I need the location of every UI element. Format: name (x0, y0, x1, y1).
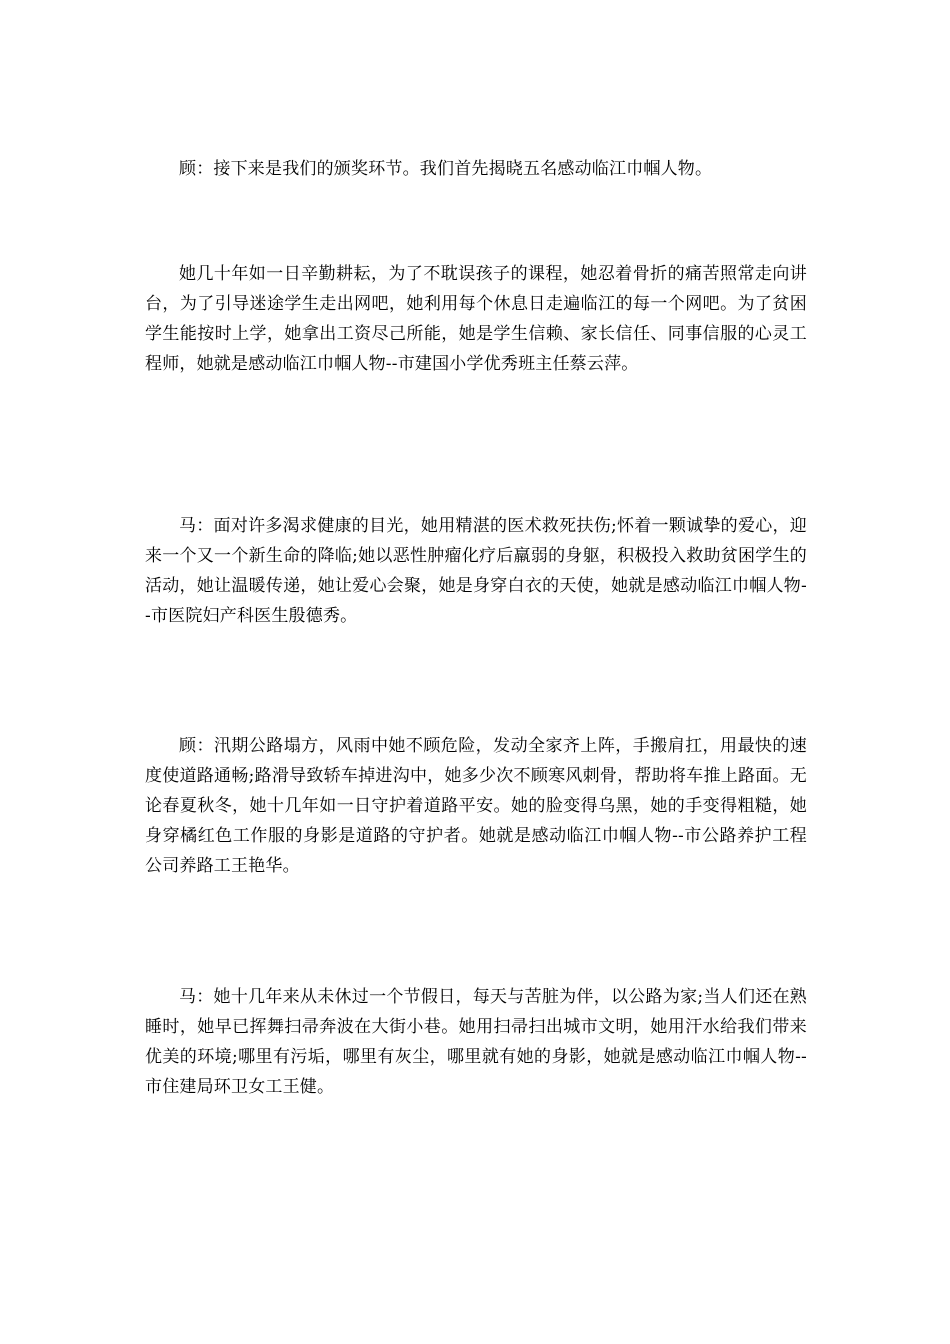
paragraph-teacher-cai-yunping: 她几十年如一日辛勤耕耘，为了不耽误孩子的课程，她忍着骨折的痛苦照常走向讲台，为了引导迷途学生走出网吧，她利用每个休息日走遍临江的每一个网吧。为了贫困学生能按时上学，她拿出工资尽己所能，她是学生信赖、家长信任、同事信服的心灵工程师，她就是感动临江巾帼人物--市建国小学优秀班主任蔡云萍。 (145, 264, 807, 374)
paragraph-award-intro: 顾：接下来是我们的颁奖环节。我们首先揭晓五名感动临江巾帼人物。 (179, 159, 713, 179)
paragraph-sanitation-worker-wang-jian: 马：她十几年来从未休过一个节假日，每天与苦脏为伴，以公路为家;当人们还在熟睡时，她早已挥舞扫帚奔波在大街小巷。她用扫帚扫出城市文明，她用汗水给我们带来优美的环境;哪里有污垢，哪里有灰尘，哪里就有她的身影，她就是感动临江巾帼人物--市住建局环卫女工王健。 (145, 987, 807, 1097)
paragraph-doctor-yin-dexiu: 马：面对许多渴求健康的目光，她用精湛的医术救死扶伤;怀着一颗诚挚的爱心，迎来一个又一个新生命的降临;她以恶性肿瘤化疗后羸弱的身躯，积极投入救助贫困学生的活动，她让温暖传递，她让爱心会聚，她是身穿白衣的天使，她就是感动临江巾帼人物--市医院妇产科医生殷德秀。 (145, 516, 807, 626)
paragraph-road-worker-wang-yanhua: 顾：汛期公路塌方，风雨中她不顾危险，发动全家齐上阵，手搬肩扛，用最快的速度使道路通畅;路滑导致轿车掉进沟中，她多少次不顾寒风刺骨，帮助将车推上路面。无论春夏秋冬，她十几年如一日守护着道路平安。她的脸变得乌黑，她的手变得粗糙，她身穿橘红色工作服的身影是道路的守护者。她就是感动临江巾帼人物--市公路养护工程公司养路工王艳华。 (145, 736, 807, 876)
